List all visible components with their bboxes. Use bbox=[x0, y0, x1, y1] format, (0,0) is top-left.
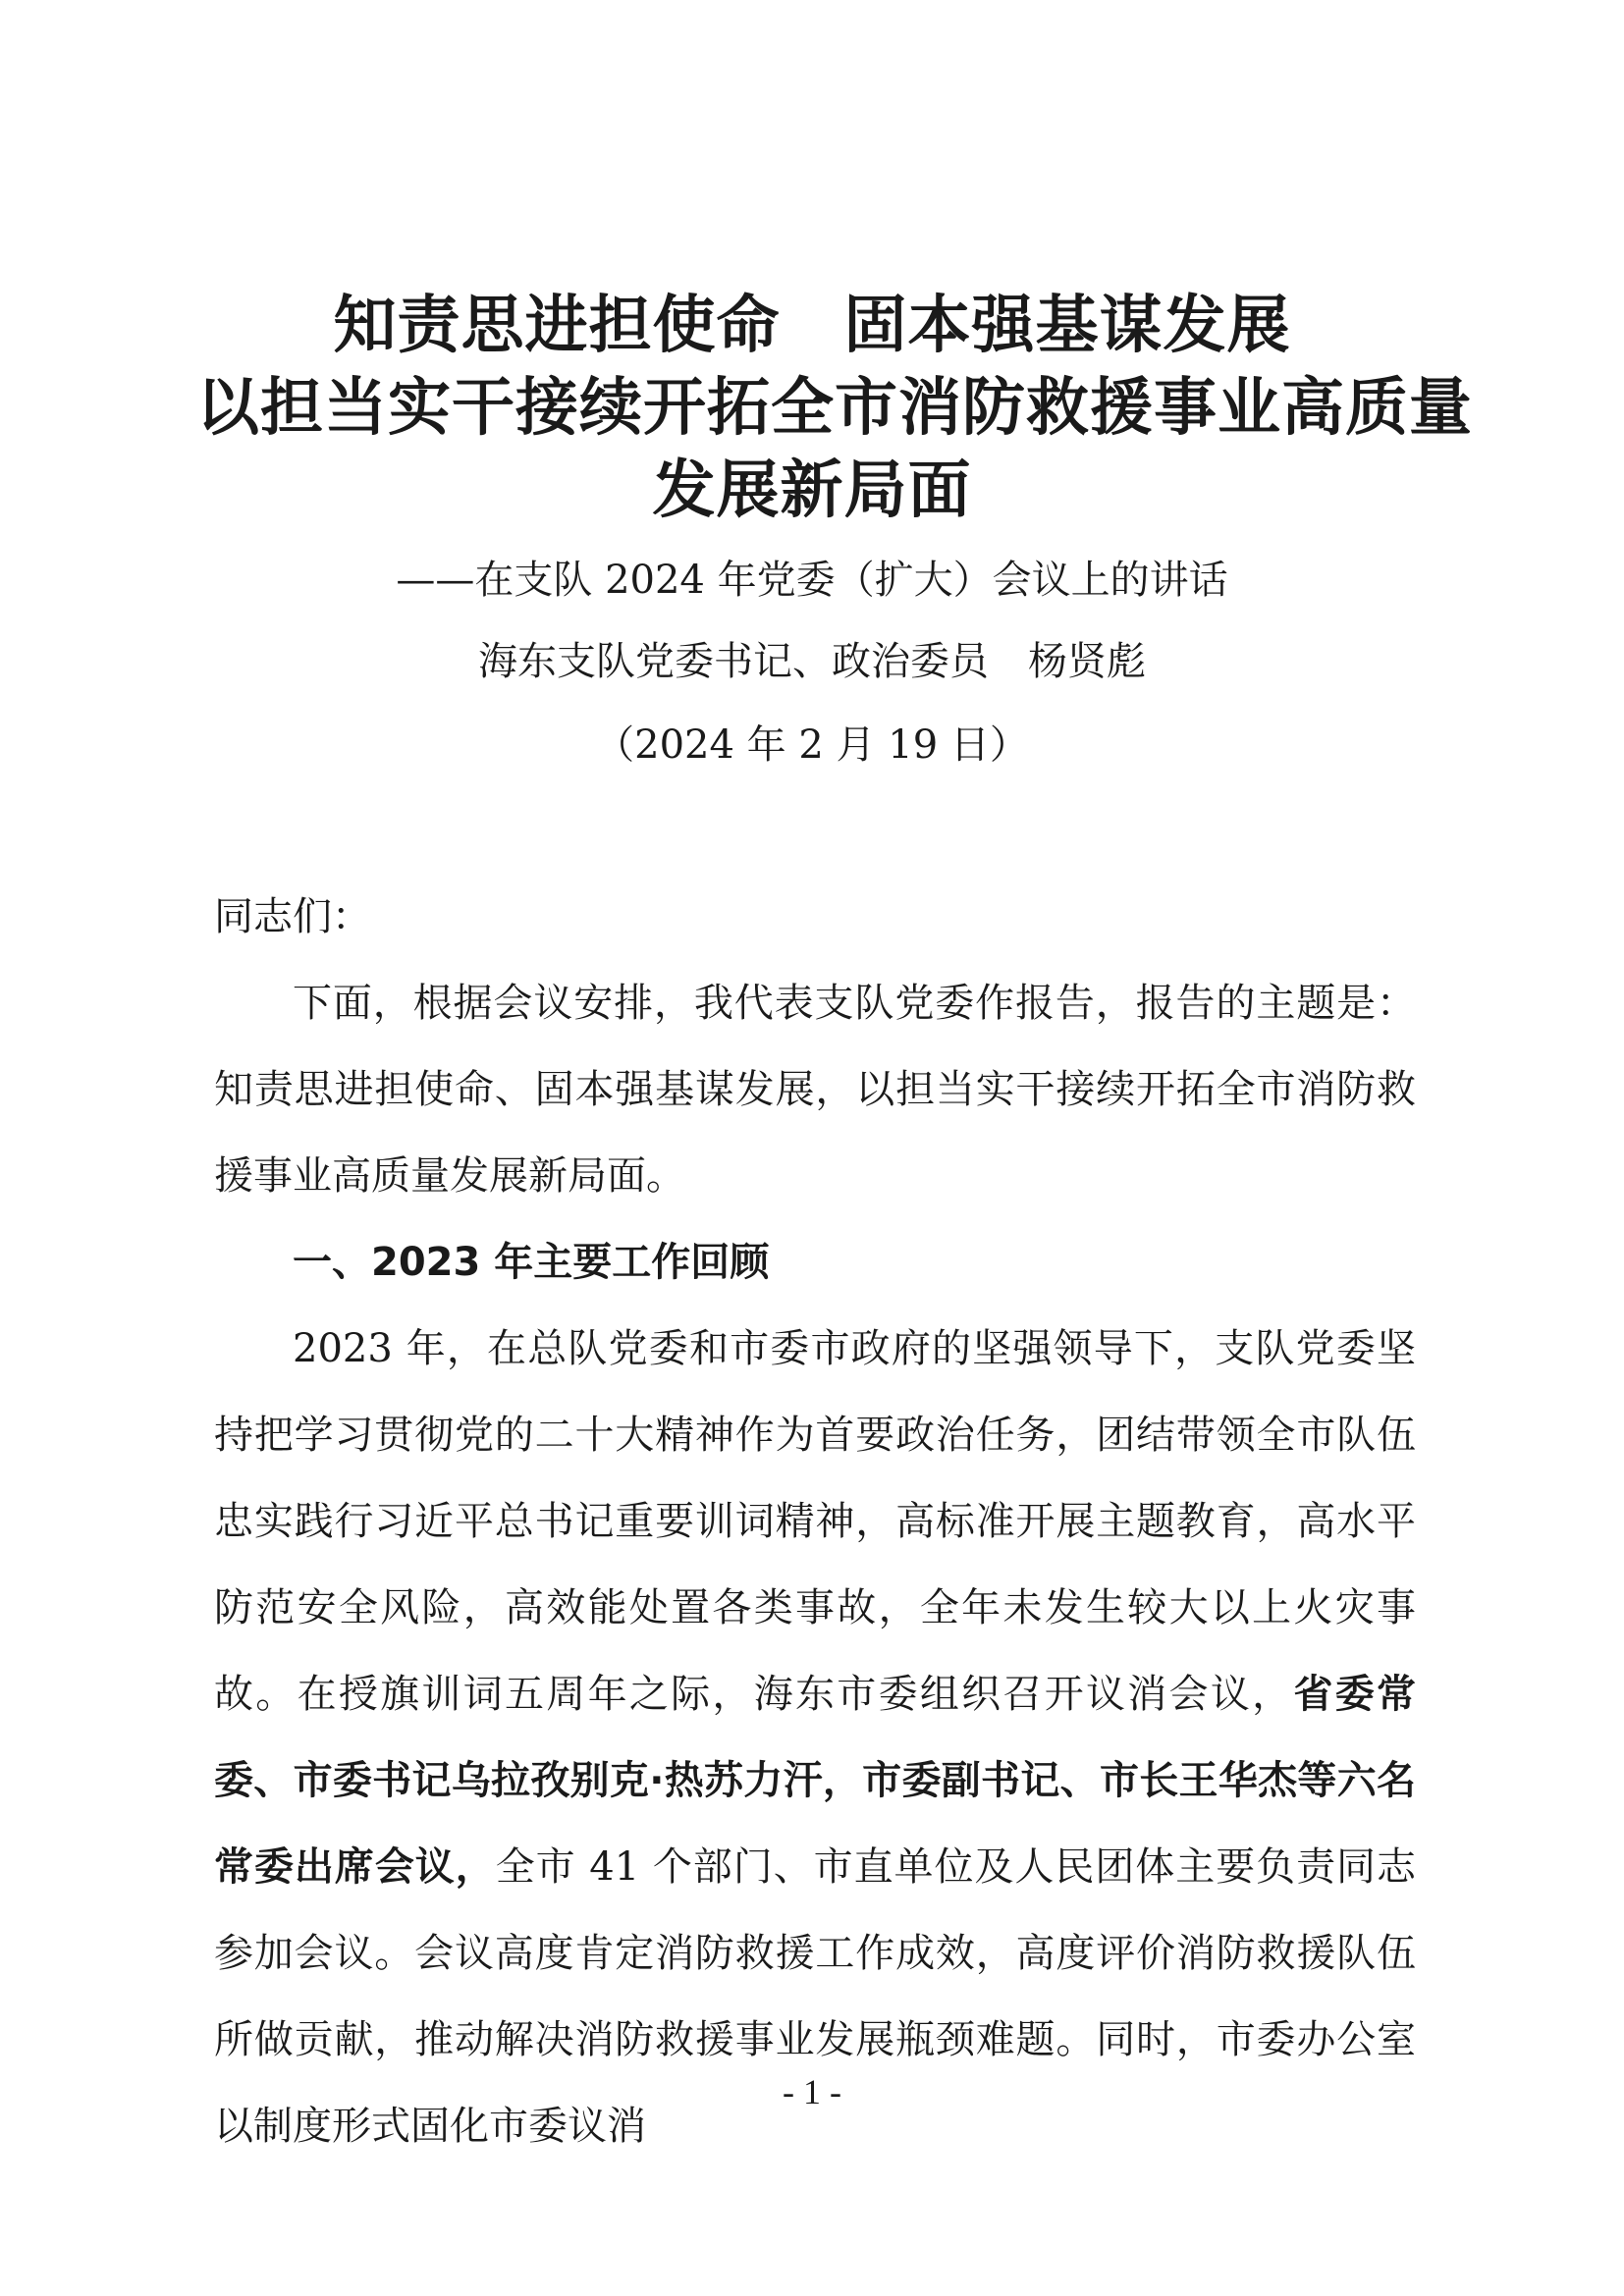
document-body bbox=[214, 874, 1416, 2169]
page-number: - 1 - bbox=[783, 2072, 841, 2111]
section-heading: 一、2023 年主要工作回顾 bbox=[293, 1240, 770, 1285]
review-text-bold: 省委常委、市委书记乌拉孜别克·热苏力汗，市委副书记、市长王华杰等六名常委出席会议， bbox=[214, 1672, 1417, 1890]
intro-paragraph: 下面，根据会议安排，我代表支队党委作报告，报告的主题是：知责思进担使命、固本强基谋发展，以担当实干接续开拓全市消防救援事业高质量发展新局面。 bbox=[214, 981, 1416, 1199]
salutation: 同志们： bbox=[214, 894, 371, 939]
title-line-3: 发展新局面 bbox=[652, 454, 972, 527]
review-paragraph bbox=[214, 1306, 1416, 2169]
title-line-1: 知责思进担使命 固本强基谋发展 bbox=[333, 289, 1291, 362]
author-line: 海东支队党委书记、政治委员 杨贤彪 bbox=[478, 639, 1146, 684]
review-text-part2: 全市 41 个部门、市直单位及人民团体主要负责同志参加会议。会议高度肯定消防救援工作成效，高度评价消防救援队伍所做贡献，推动解决消防救援事业发展瓶颈难题。同时，市委办公室以制度形式固化市委议消 bbox=[214, 1844, 1417, 2149]
document-title bbox=[196, 285, 1473, 532]
date-line: （2024 年 2 月 19 日） bbox=[595, 722, 1029, 768]
speech-subtitle: ——在支队 2024 年党委（扩大）会议上的讲话 bbox=[396, 558, 1228, 603]
review-text-part1: 2023 年，在总队党委和市委市政府的坚强领导下，支队党委坚持把学习贯彻党的二十大精神作为首要政治任务，团结带领全市队伍忠实践行习近平总书记重要训词精神，高标准开展主题教育，高水平防范安全风险，高效能处置各类事故，全年未发生较大以上火灾事故。在授旗训词五周年之际，海东市委组织召开议消会议， bbox=[214, 1326, 1416, 1717]
title-line-2: 以担当实干接续开拓全市消防救援事业高质量 bbox=[196, 371, 1473, 445]
